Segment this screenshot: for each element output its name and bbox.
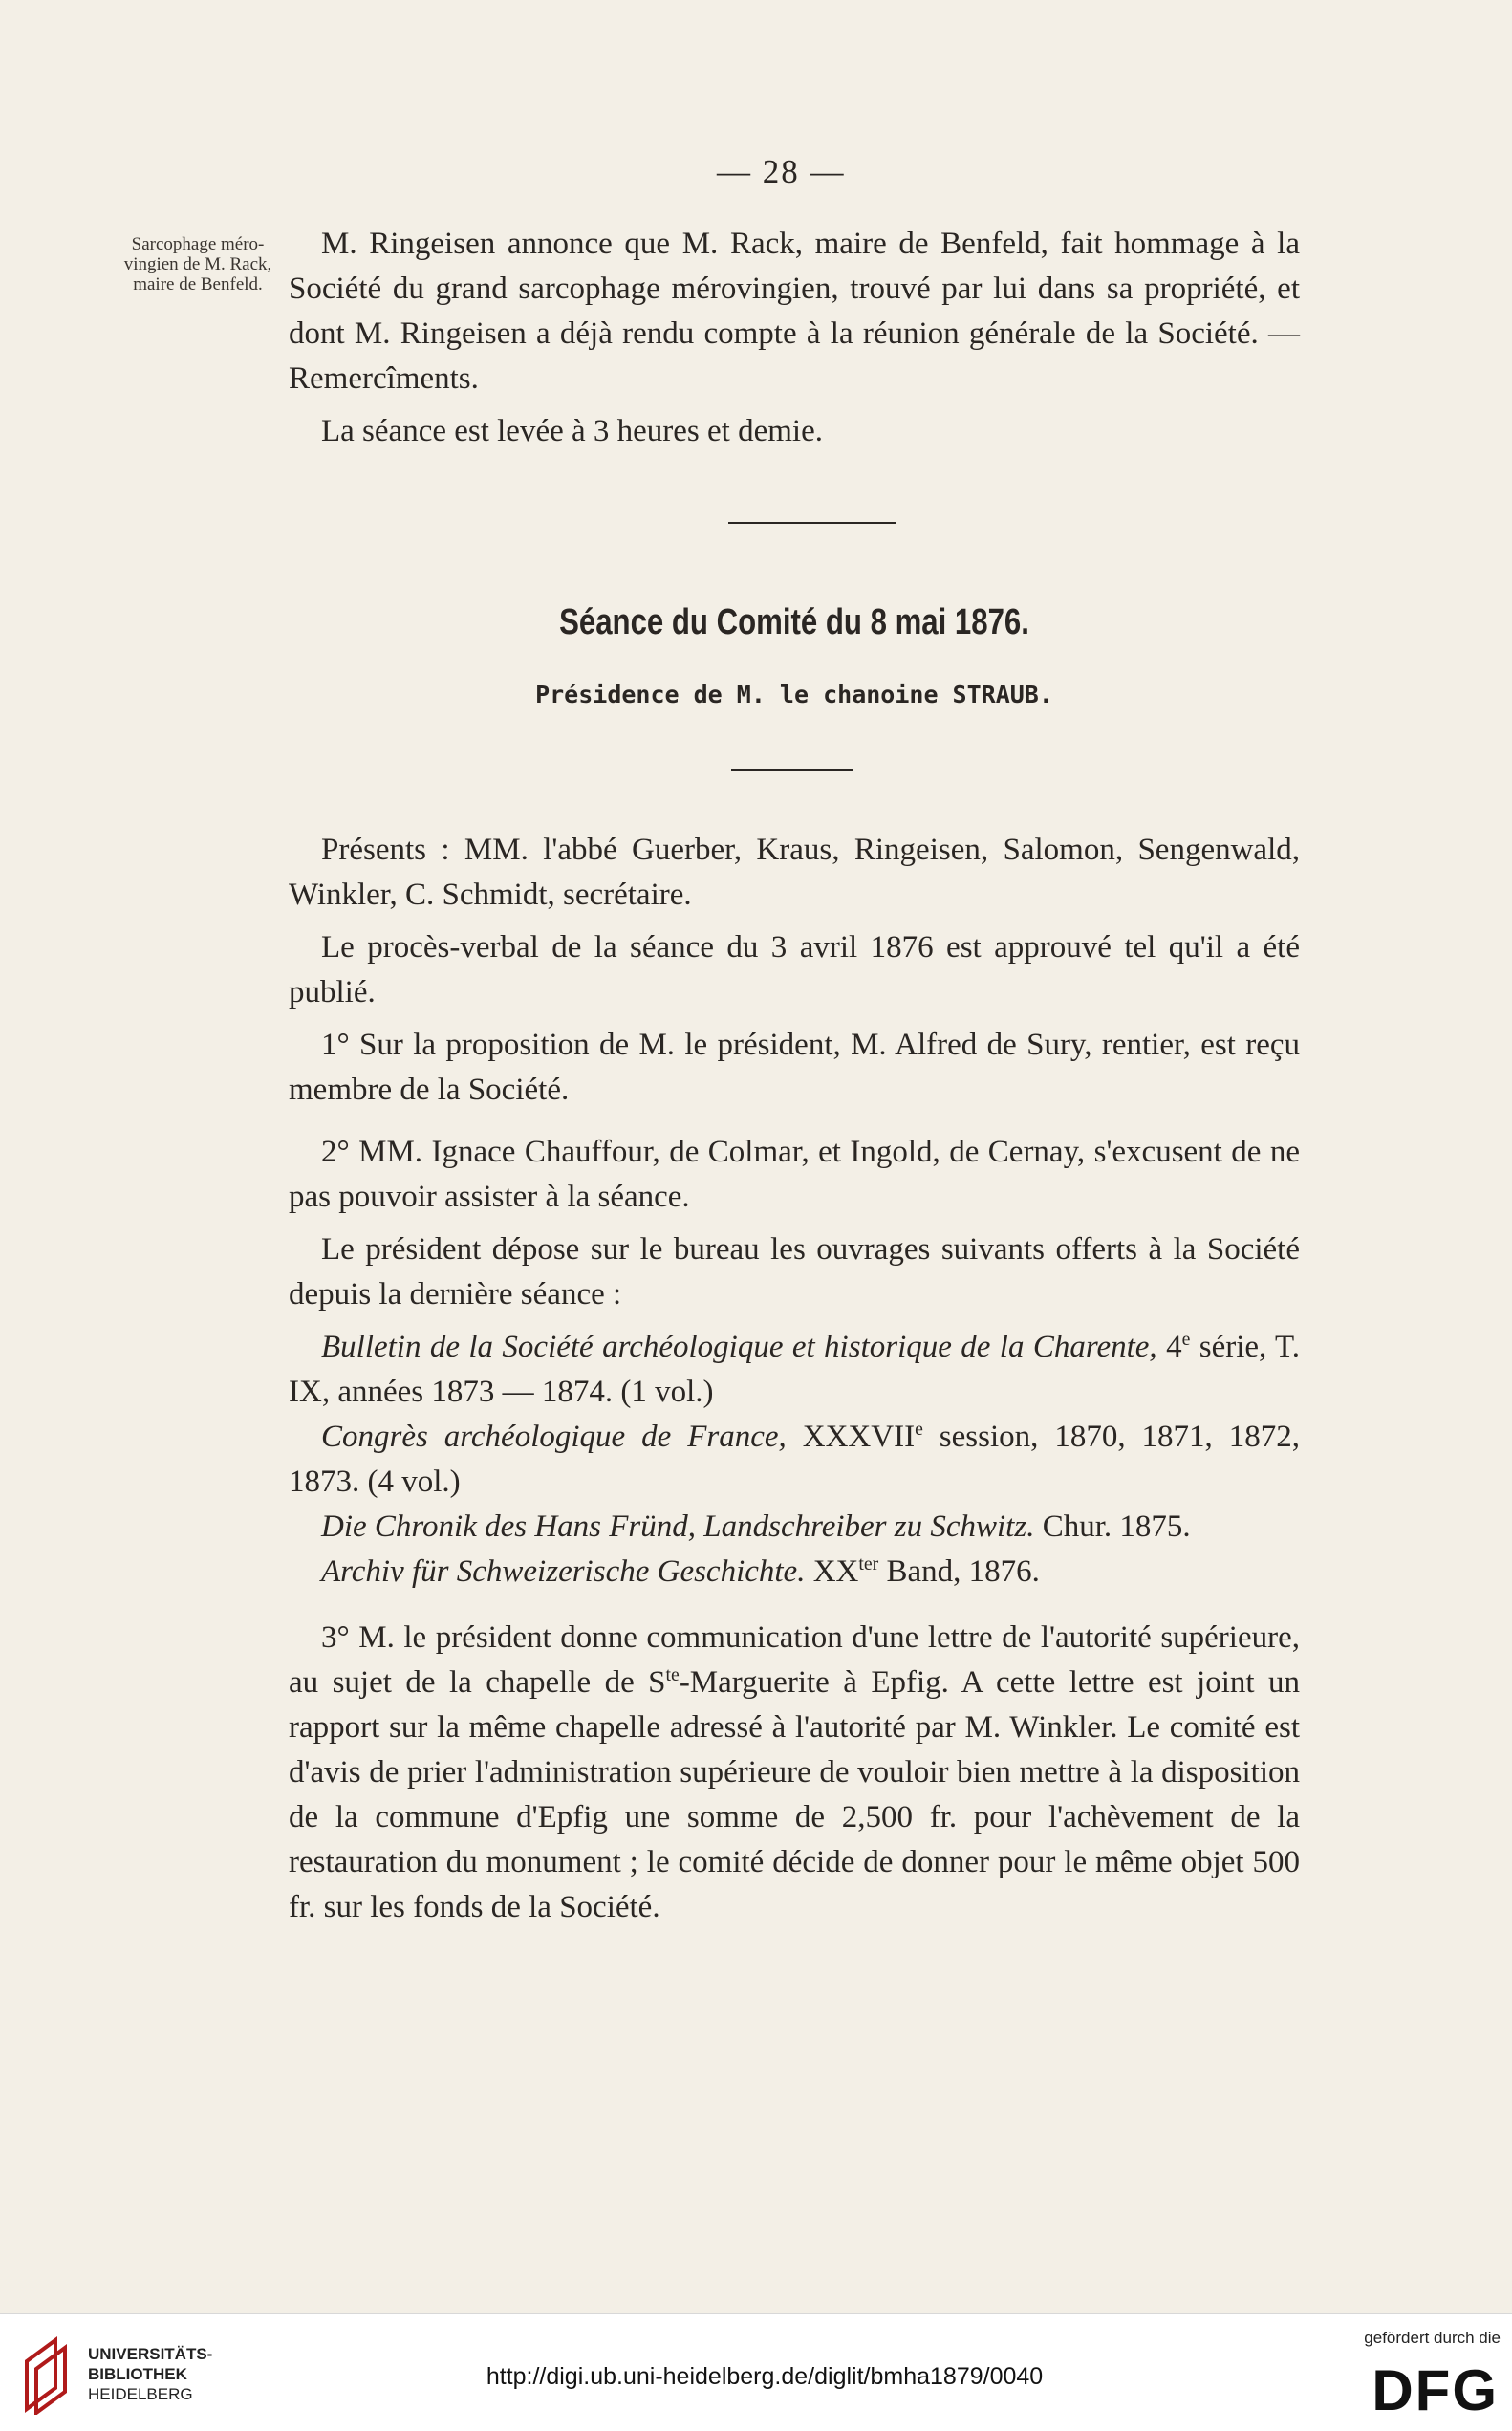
work-entry: Archiv für Schweizerische Geschichte. $XX^{ter}$ Band, 1876.: [321, 1553, 1040, 1589]
source-url-link[interactable]: http://digi.ub.uni-heidelberg.de/diglit/bmha1879/0040: [486, 2363, 1044, 2390]
dfg-logo: DFG: [1372, 2358, 1499, 2422]
work-title: Bulletin de la Société archéologique et historique de la Charente,: [321, 1330, 1157, 1364]
funded-by-label: gefördert durch die: [1364, 2329, 1501, 2347]
item3-paragraph: 3° M. le président donne communication d'une lettre de l'autorité supérieure, au sujet de la chapelle de $S^{te}$-Marguerite à Epfig. A cette lettre est joint un rapport sur la même chapelle adressé à l'autorité par M. Winkler. Le comité est d'avis de prier l'administration supérieure de vouloir bien mettre à la disposition de la commune d'Epfig une somme de 2,500 fr. pour l'achèvement de la restauration du monument ; le comité décide de donner pour le même objet 500 fr. sur les fonds de la Société.: [289, 1620, 1300, 1924]
page-number: — 28 —: [717, 153, 846, 190]
divider-rule: [728, 522, 896, 524]
work-entry: Die Chronik des Hans Fründ, Landschreiber zu Schwitz. Chur. 1875.: [321, 1509, 1191, 1544]
closing-paragraph: La séance est levée à 3 heures et demie.: [321, 414, 823, 448]
section-title: Séance du Comité du 8 mai 1876.: [559, 602, 1029, 642]
work-entry: Congrès archéologique de France, XXXVIIe session, 1870, 1871, 1872, 1873. (4 vol.): [289, 1419, 1300, 1499]
intro-block: [289, 222, 1300, 462]
depose-paragraph: Le président dépose sur le bureau les ouvrages suivants offerts à la Société depuis la dernière séance :: [289, 1232, 1300, 1312]
item1-paragraph: 1° Sur la proposition de M. le président, M. Alfred de Sury, rentier, est reçu membre de la Société.: [289, 1028, 1300, 1107]
university-library-name: UNIVERSITÄTS- BIBLIOTHEK HEIDELBERG: [88, 2345, 213, 2403]
work-title: Die Chronik des Hans Fründ, Landschreiber zu Schwitz.: [321, 1509, 1035, 1544]
margin-note: Sarcophage méro-vingien de M. Rack, maire de Benfeld.: [123, 234, 272, 294]
divider-rule: [731, 769, 853, 771]
presidence-line: Présidence de M. le chanoine STRAUB.: [535, 681, 1053, 708]
proces-verbal-paragraph: Le procès-verbal de la séance du 3 avril 1876 est approuvé tel qu'il a été publié.: [289, 930, 1300, 1009]
work-entry: Bulletin de la Société archéologique et historique de la Charente, 4e série, T. IX, années 1873 — 1874. (1 vol.): [289, 1329, 1301, 1409]
minutes-block: [289, 828, 1300, 1938]
item2-paragraph: 2° MM. Ignace Chauffour, de Colmar, et Ingold, de Cernay, s'excusent de ne pas pouvoir assister à la séance.: [289, 1135, 1300, 1214]
intro-paragraph: M. Ringeisen annonce que M. Rack, maire de Benfeld, fait hommage à la Société du grand sarcophage mérovingien, trouvé par lui dans sa propriété, et dont M. Ringeisen a déjà rendu compte à la réunion générale de la Société. — Remercîments.: [289, 227, 1300, 396]
university-library-logo-icon: [17, 2333, 75, 2415]
presents-paragraph: Présents : MM. l'abbé Guerber, Kraus, Ringeisen, Salomon, Sengenwald, Winkler, C. Schmidt, secrétaire.: [289, 833, 1300, 912]
work-title: Congrès archéologique de France,: [321, 1420, 787, 1454]
work-title: Archiv für Schweizerische Geschichte.: [321, 1554, 806, 1589]
